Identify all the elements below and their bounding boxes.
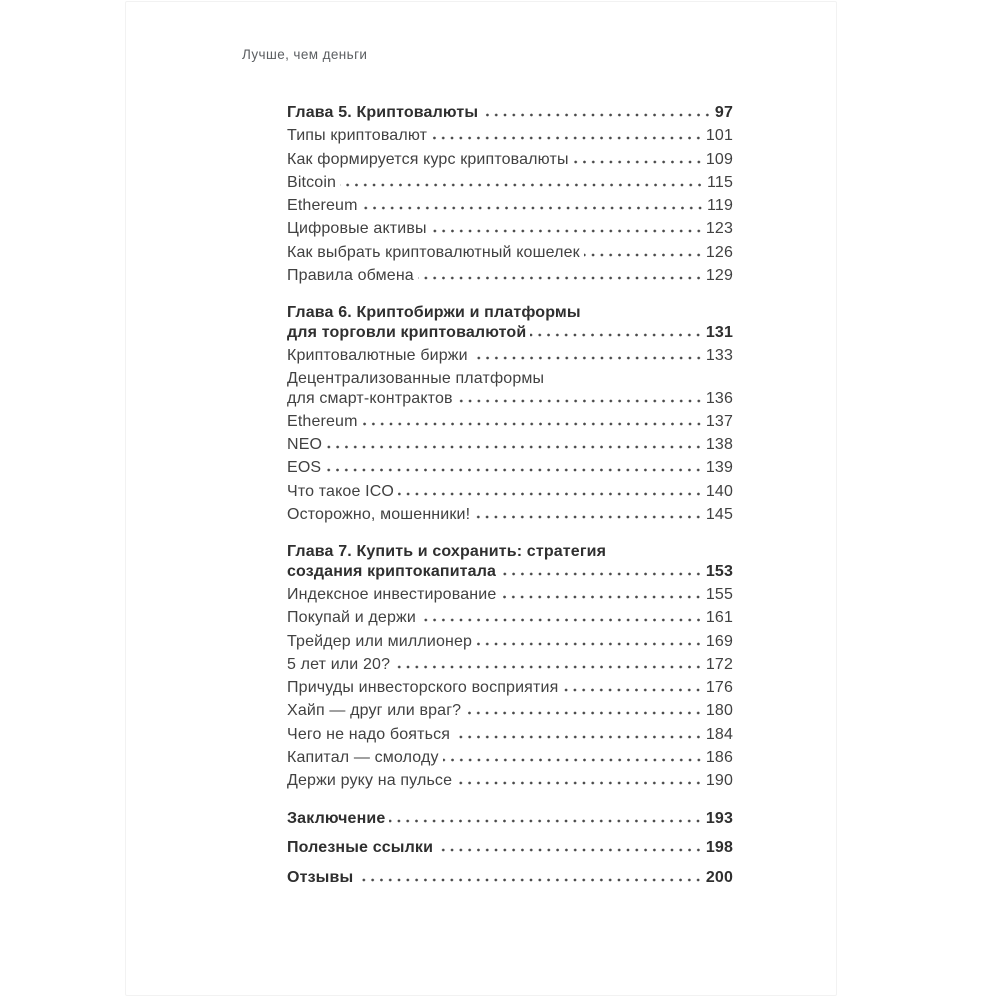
dot-leader [357, 878, 703, 882]
toc-row [287, 264, 733, 287]
dot-leader [443, 758, 703, 762]
dot-leader [500, 595, 702, 599]
dot-leader [476, 642, 703, 646]
toc-row [287, 807, 733, 830]
toc-row [287, 217, 733, 240]
dot-leader [398, 492, 703, 496]
toc-row [287, 480, 733, 503]
toc-row [287, 171, 733, 194]
toc-entry-title: Типы криптовалют [287, 127, 428, 145]
toc-page-number: 97 [714, 104, 733, 121]
dot-leader [325, 468, 703, 472]
toc-page-number: 138 [705, 436, 733, 454]
dot-leader [418, 276, 703, 280]
toc-page-number: 172 [705, 655, 733, 673]
toc-row [287, 433, 733, 456]
toc-page-number: 155 [705, 585, 733, 603]
toc-row [287, 148, 733, 171]
toc-page-number: 123 [705, 220, 733, 238]
toc-entry-title: Глава 6. Криптобиржи и платформы [287, 304, 581, 322]
dot-leader [362, 206, 704, 210]
dot-leader [326, 445, 703, 449]
toc-row [287, 503, 733, 526]
toc-page-number: 145 [705, 506, 733, 524]
toc-entry-title: Осторожно, мошенники! [287, 506, 471, 524]
toc-page-number: 184 [705, 725, 733, 743]
table-of-contents [287, 101, 733, 890]
dot-leader [420, 618, 703, 622]
toc-entry-title: Держи руку на пульсе [287, 772, 453, 790]
toc-entry-title: Криптовалютные биржи [287, 346, 468, 364]
dot-leader [389, 819, 702, 823]
toc-page-number: 193 [705, 809, 733, 827]
dot-leader [500, 572, 703, 576]
toc-row [287, 630, 733, 653]
toc-page-number: 190 [705, 772, 733, 790]
toc-entry-title: Как формируется курс криптовалюты [287, 150, 569, 168]
toc-row [287, 606, 733, 629]
toc-row [287, 653, 733, 676]
toc-entry-title: NEO [287, 436, 323, 454]
toc-row [287, 124, 733, 147]
toc-page-number: 176 [705, 679, 733, 697]
toc-page-number: 119 [707, 197, 733, 215]
toc-entry-title: Отзывы [287, 869, 354, 887]
toc-entry-title: Глава 5. Криптовалюты [287, 104, 479, 121]
dot-leader [362, 422, 703, 426]
toc-row [287, 836, 733, 859]
toc-page-number: 161 [705, 609, 733, 627]
toc-entry-title: Bitcoin [287, 173, 337, 191]
toc-entry-title: Как выбрать криптовалютный кошелек [287, 243, 580, 261]
toc-page-number: 126 [705, 243, 733, 261]
toc-entry-title: Ethereum [287, 412, 358, 430]
toc-page-number: 139 [705, 459, 733, 477]
toc-page-number: 200 [705, 869, 733, 887]
toc-entry-title: создания криптокапитала [287, 562, 497, 580]
toc-entry-title: Цифровые активы [287, 220, 427, 238]
toc-entry-title: Хайп — друг или враг? [287, 702, 462, 720]
toc-entry-title: Ethereum [287, 197, 358, 215]
toc-entry-title: Правила обмена [287, 267, 414, 285]
dot-leader [431, 136, 703, 140]
toc-page-number: 140 [705, 482, 733, 500]
toc-entry-title: Покупай и держи [287, 609, 416, 627]
toc-entry-title: Трейдер или миллионер [287, 632, 473, 650]
toc-entry-title: EOS [287, 459, 322, 477]
dot-leader [472, 356, 703, 360]
toc-entry-title: Причуды инвесторского восприятия [287, 679, 559, 697]
dot-leader [454, 735, 703, 739]
toc-entry-title: Заключение [287, 809, 386, 827]
toc-row [287, 769, 733, 792]
toc-entry-title: Чего не надо бояться [287, 725, 451, 743]
toc-row [287, 456, 733, 479]
toc-entry-title: 5 лет или 20? [287, 655, 391, 673]
toc-entry-title: Капитал — смолоду [287, 749, 439, 767]
dot-leader [456, 781, 703, 785]
dot-leader [394, 665, 703, 669]
toc-page-number: 115 [707, 173, 733, 191]
toc-row [287, 676, 733, 699]
dot-leader [562, 688, 702, 692]
toc-entry-title: для торговли криптовалютой [287, 323, 527, 341]
dot-leader [474, 515, 703, 519]
toc-page-number: 136 [705, 389, 733, 407]
toc-entry-title: Децентрализованные платформы [287, 370, 545, 388]
dot-leader [457, 399, 703, 403]
toc-entry-title: Индексное инвестирование [287, 585, 497, 603]
toc-page-number: 109 [705, 150, 733, 168]
dot-leader [465, 711, 703, 715]
toc-page-number: 198 [705, 839, 733, 857]
toc-row [287, 723, 733, 746]
toc-row [287, 583, 733, 606]
toc-entry-title: для смарт-контрактов [287, 389, 453, 407]
toc-page-number: 169 [705, 632, 733, 650]
dot-leader [431, 229, 703, 233]
dot-leader [340, 183, 704, 187]
toc-row [287, 194, 733, 217]
dot-leader [437, 848, 703, 852]
toc-row [287, 321, 733, 344]
toc-row [287, 410, 733, 433]
dot-leader [482, 113, 712, 117]
toc-row [287, 241, 733, 264]
toc-page-number: 101 [705, 127, 733, 145]
toc-entry-title: Что такое ICO [287, 482, 395, 500]
toc-page-number: 186 [705, 749, 733, 767]
dot-leader [573, 160, 703, 164]
running-header: Лучше, чем деньги [242, 47, 368, 62]
toc-page-number: 131 [705, 323, 733, 341]
toc-row [287, 866, 733, 889]
toc-entry-title: Глава 7. Купить и сохранить: стратегия [287, 543, 607, 561]
toc-entry-title: Полезные ссылки [287, 839, 434, 857]
toc-page-number: 133 [705, 346, 733, 364]
toc-page-number: 137 [705, 412, 733, 430]
toc-row [287, 101, 733, 124]
toc-row [287, 344, 733, 367]
toc-page-number: 129 [705, 267, 733, 285]
dot-leader [584, 253, 703, 257]
toc-row [287, 746, 733, 769]
toc-page-number: 153 [705, 562, 733, 580]
toc-row [287, 699, 733, 722]
toc-page-number: 180 [705, 702, 733, 720]
dot-leader [530, 333, 703, 337]
